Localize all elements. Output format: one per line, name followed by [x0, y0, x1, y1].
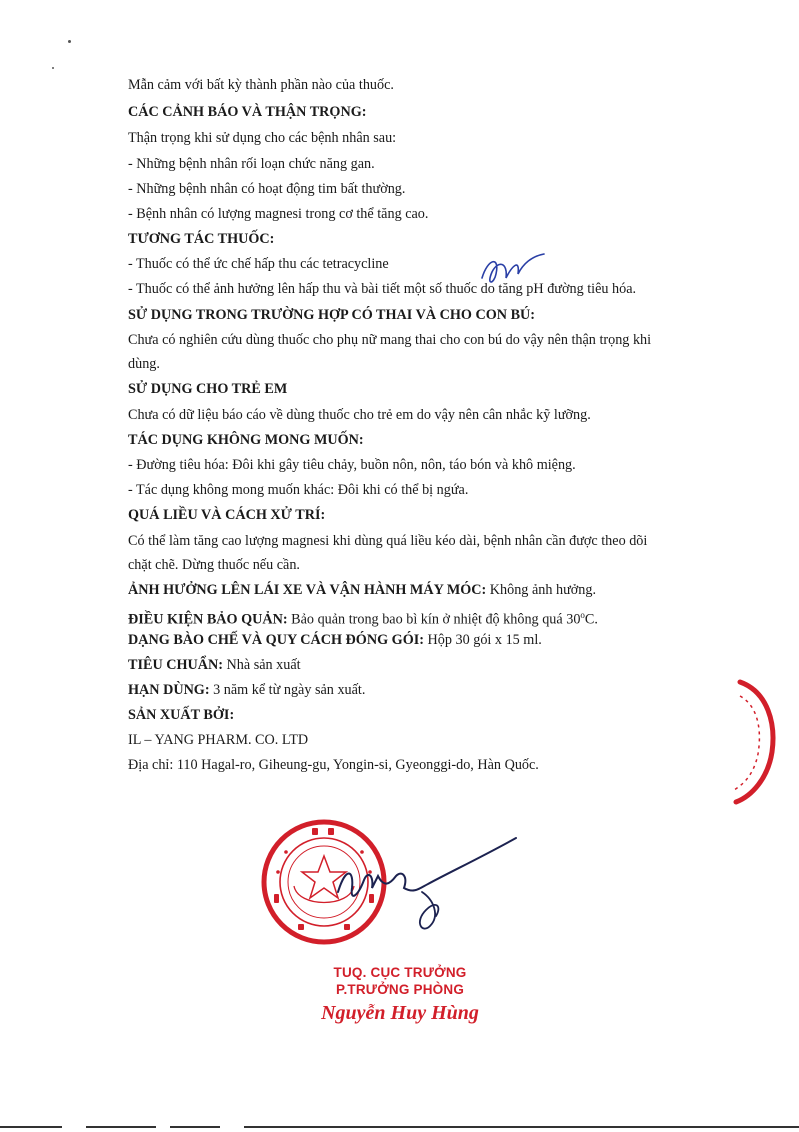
storage-degree: o: [580, 610, 585, 620]
packaging-line: [128, 631, 708, 649]
overdose-text-line2: chặt chẽ. Dừng thuốc nếu cần.: [128, 557, 300, 573]
children-text: Chưa có dữ liệu báo cáo về dùng thuốc cho trẻ em do vậy nên cân nhắc kỹ lưỡng.: [128, 407, 591, 423]
shelf-life-line: [128, 681, 708, 699]
interactions-item: - Thuốc có thể ức chế hấp thu các tetracycline: [128, 256, 389, 272]
manufacturer-address: Địa chỉ: 110 Hagal-ro, Giheung-gu, Yongin-si, Gyeonggi-do, Hàn Quốc.: [128, 757, 539, 773]
footer-rule: [0, 1126, 62, 1128]
packaging-label: DẠNG BÀO CHẾ VÀ QUY CÁCH ĐÓNG GÓI:: [128, 632, 424, 648]
shelf-life-label: HẠN DÙNG:: [128, 682, 210, 698]
side-effects-heading: TÁC DỤNG KHÔNG MONG MUỐN:: [128, 432, 364, 448]
driving-label: ẢNH HƯỞNG LÊN LÁI XE VÀ VẬN HÀNH MÁY MÓC:: [128, 582, 487, 598]
manufacturer-heading: SẢN XUẤT BỞI:: [128, 707, 235, 723]
storage-value: Bảo quản trong bao bì kín ở nhiệt độ không quá 30: [287, 611, 581, 628]
packaging-value: Hộp 30 gói x 15 ml.: [423, 632, 542, 648]
warnings-intro: Thận trọng khi sử dụng cho các bệnh nhân sau:: [128, 130, 397, 146]
standard-value: Nhà sản xuất: [222, 657, 301, 673]
warnings-heading: CÁC CẢNH BÁO VÀ THẬN TRỌNG:: [128, 104, 367, 120]
footer-rule: [86, 1126, 156, 1128]
standard-label: TIÊU CHUẨN:: [128, 657, 223, 673]
side-effects-item: - Đường tiêu hóa: Đôi khi gây tiêu chảy, buồn nôn, nôn, táo bón và khô miệng.: [128, 457, 576, 473]
contraindication-tail: Mẫn cảm với bất kỳ thành phần nào của thuốc.: [128, 77, 394, 93]
warnings-item: - Những bệnh nhân rối loạn chức năng gan.: [128, 156, 375, 172]
standard-line: [128, 656, 708, 674]
approval-title-1: TUQ. CỤC TRƯỞNG: [333, 965, 467, 980]
approval-title-2: P.TRƯỞNG PHÒNG: [335, 982, 465, 997]
pregnancy-text-line1: Chưa có nghiên cứu dùng thuốc cho phụ nữ mang thai cho con bú do vậy nên thận trọng khi: [128, 332, 652, 348]
side-effects-item: - Tác dụng không mong muốn khác: Đôi khi có thể bị ngứa.: [128, 482, 469, 498]
children-heading: SỬ DỤNG CHO TRẺ EM: [128, 381, 288, 397]
pregnancy-text-line2: dùng.: [128, 356, 160, 372]
warnings-item: - Những bệnh nhân có hoạt động tim bất thường.: [128, 181, 406, 197]
approval-block: [300, 964, 500, 1026]
driving-value: Không ảnh hưởng.: [486, 582, 597, 598]
footer-rule: [170, 1126, 220, 1128]
overdose-text-line1: Có thể làm tăng cao lượng magnesi khi dùng quá liều kéo dài, bệnh nhân cần được theo dõi: [128, 533, 648, 549]
interactions-heading: TƯƠNG TÁC THUỐC:: [128, 231, 275, 247]
manufacturer-name: IL – YANG PHARM. CO. LTD: [128, 732, 309, 748]
pregnancy-heading: SỬ DỤNG TRONG TRƯỜNG HỢP CÓ THAI VÀ CHO CON BÚ:: [128, 307, 536, 323]
signer-name: Nguyễn Huy Hùng: [321, 1002, 479, 1024]
storage-label: ĐIỀU KIỆN BẢO QUẢN:: [128, 611, 288, 628]
partial-seal-stamp: [710, 676, 799, 806]
interactions-item: - Thuốc có thể ảnh hưởng lên hấp thu và bài tiết một số thuốc do tăng pH đường tiêu hóa.: [128, 281, 637, 297]
warnings-item: - Bệnh nhân có lượng magnesi trong cơ thể tăng cao.: [128, 206, 429, 222]
shelf-life-value: 3 năm kể từ ngày sản xuất.: [209, 682, 366, 698]
handwritten-signature: [330, 836, 520, 936]
footer-rule: [244, 1126, 799, 1128]
initials-mark: [478, 248, 548, 292]
overdose-heading: QUÁ LIỀU VÀ CÁCH XỬ TRÍ:: [128, 507, 326, 523]
storage-line: [128, 606, 708, 629]
driving-line: [128, 581, 708, 599]
storage-unit: C.: [584, 611, 598, 628]
